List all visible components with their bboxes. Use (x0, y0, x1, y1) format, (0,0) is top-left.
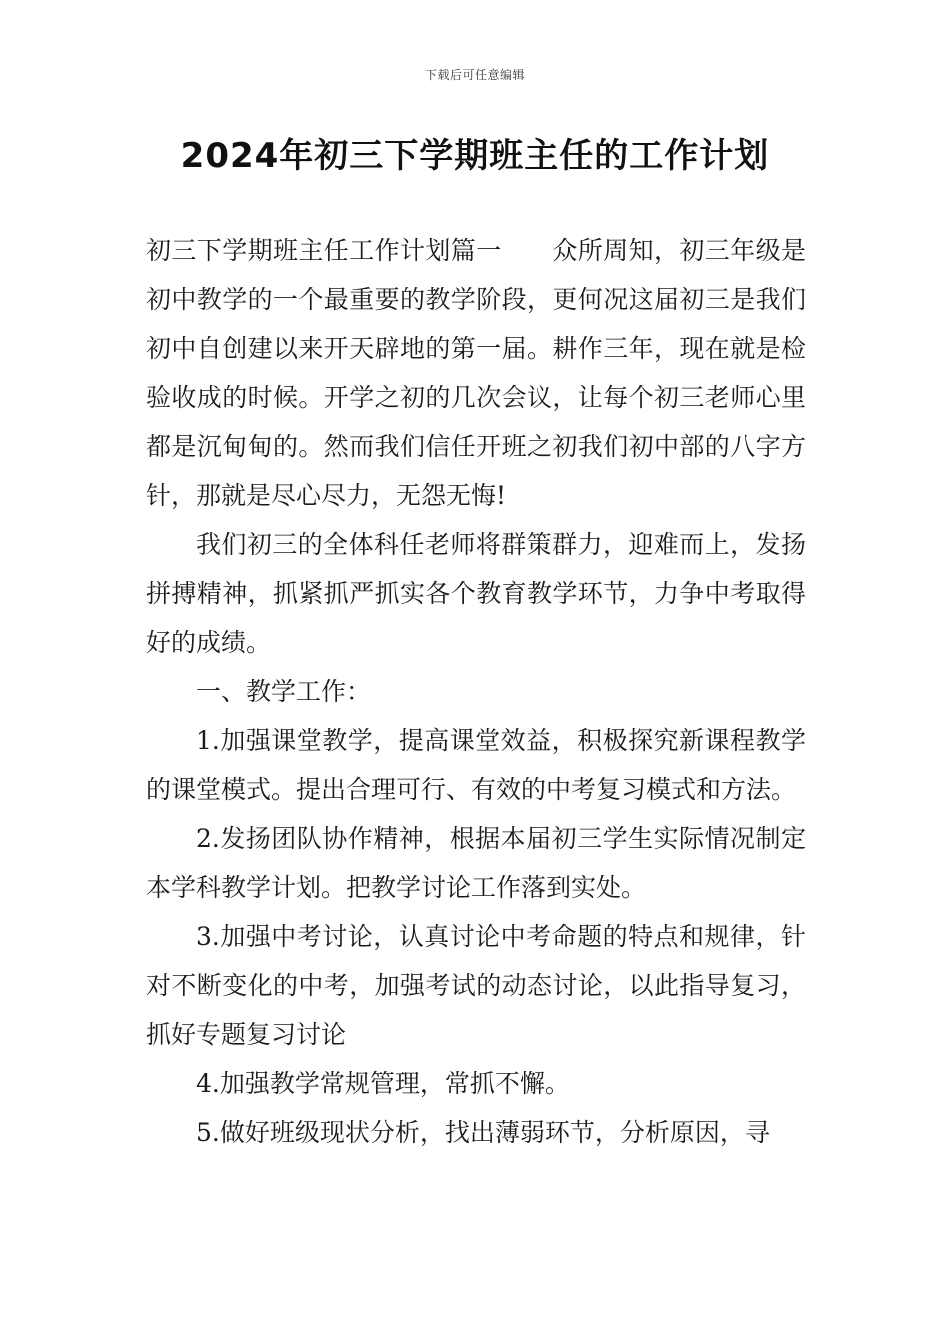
paragraph-2: 我们初三的全体科任老师将群策群力，迎难而上，发扬拼搏精神，抓紧抓严抓实各个教育教学环节，力争中考取得好的成绩。 (146, 530, 806, 657)
list-item-3: 3.加强中考讨论，认真讨论中考命题的特点和规律，针对不断变化的中考，加强考试的动态讨论，以此指导复习，抓好专题复习讨论 (146, 922, 806, 1049)
list-item-5: 5.做好班级现状分析，找出薄弱环节，分析原因，寻 (196, 1118, 770, 1147)
document-title: 2024年初三下学期班主任的工作计划 (180, 136, 770, 176)
document-body (146, 226, 806, 1157)
header-note: 下载后可任意编辑 (424, 68, 525, 82)
list-item-1: 1.加强课堂教学，提高课堂效益，积极探究新课程教学的课堂模式。提出合理可行、有效的中考复习模式和方法。 (146, 726, 806, 804)
list-item-2: 2.发扬团队协作精神，根据本届初三学生实际情况制定本学科教学计划。把教学讨论工作落到实处。 (146, 824, 806, 902)
list-item-4: 4.加强教学常规管理，常抓不懈。 (196, 1069, 570, 1098)
section-heading-teaching: 一、教学工作： (196, 677, 372, 706)
paragraph-intro: 初三下学期班主任工作计划篇一 众所周知，初三年级是初中教学的一个最重要的教学阶段，更何况这届初三是我们初中自创建以来开天辟地的第一届。耕作三年，现在就是检验收成的时候。开学之初的几次会议，让每个初三老师心里都是沉甸甸的。然而我们信任开班之初我们初中部的八字方针，那就是尽心尽力，无怨无悔! (146, 236, 806, 510)
